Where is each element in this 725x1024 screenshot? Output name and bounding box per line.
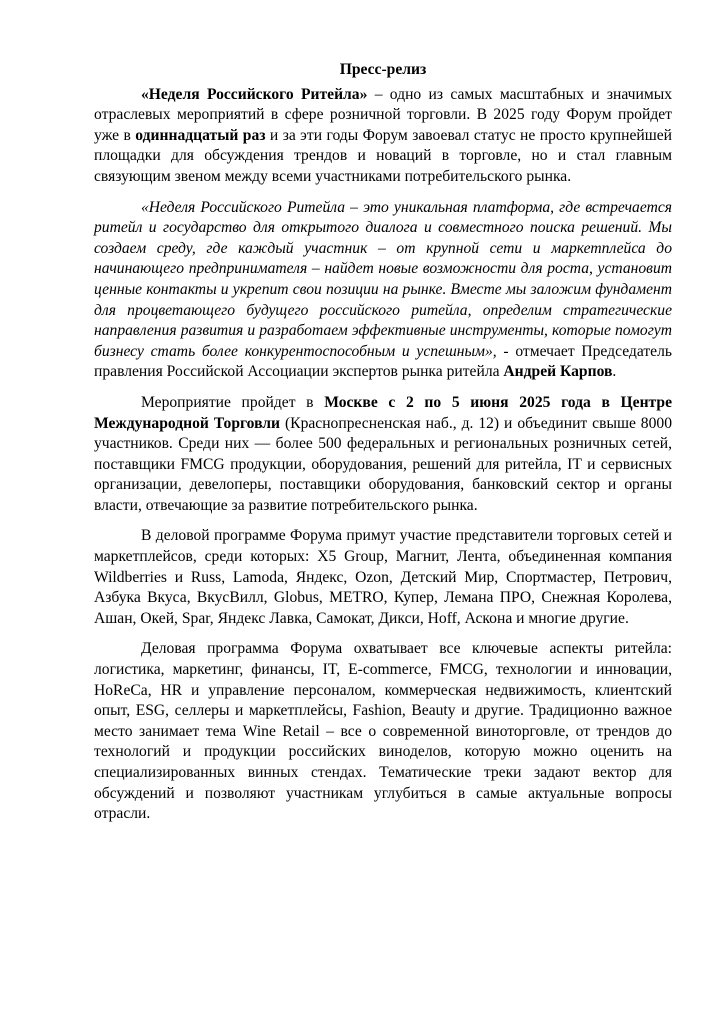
speaker-name: Андрей Карпов bbox=[503, 363, 613, 381]
document-title: Пресс-релиз bbox=[339, 61, 427, 78]
edition-count: одиннадцатый раз bbox=[135, 126, 266, 144]
paragraph-program: Деловая программа Форума охватывает все ключевые аспекты ритейла: логистика, маркетинг, финансы, IT, E-commerce, FMCG, технологии и инновации, HoReCa, HR и управление персоналом, коммерческая недвижимость, клиентский опыт, ESG, селлеры и маркетплейсы, Fashion, Beauty и другие. Традиционно важное место занимает тема Wine Retail – все о современной виноторговле, от трендов до технологий и продукции российских виноделов, которую можно оценить на специализированных винных стендах. Тематические треки задают вектор для обсуждений и позволяют участникам углубиться в самые актуальные вопросы отрасли. bbox=[94, 640, 672, 823]
paragraph-event-details bbox=[94, 393, 672, 517]
paragraph-participants: В деловой программе Форума примут участие представители торговых сетей и маркетплейсов, среди которых: X5 Group, Магнит, Лента, объединенная компания Wildberries и Russ, Lamoda, Яндекс, Ozon, Детский Мир, Спортмастер, Петрович, Азбука Вкуса, ВкусВилл, Globus, METRO, Купер, Лемана ПРО, Снежная Королева, Ашан, Окей, Spar, Яндекс Лавка, Самокат, Дикси, Hoff, Аскона и многие другие. bbox=[94, 527, 672, 627]
forum-name: «Неделя Российского Ритейла» bbox=[141, 85, 368, 103]
paragraph-intro bbox=[94, 85, 672, 188]
paragraph-quote bbox=[94, 198, 672, 383]
quote-end: . bbox=[612, 363, 617, 381]
event-date-location: Москве с 2 по 5 июня 2025 года в Центре Международной Торговли bbox=[94, 393, 673, 432]
event-participants: (Краснопресненская наб., д. 12) и объединит свыше 8000 участников. Среди них — более 500 федеральных и региональных розничных сетей, поставщики FMCG продукции, оборудования, решений для ритейла, IT и сервисных организации, девелоперы, поставщики оборудования, банковский сектор и органы власти, отвечающие за развитие потребительского рынка. bbox=[94, 414, 672, 514]
document-body bbox=[94, 60, 672, 825]
intro-text-continued: и за эти годы Форум завоевал статус не просто крупнейшей площадки для обсуждения трендов и новаций в торговле, но и стал главным связующим звеном между всеми участниками потребительского рынка. bbox=[94, 126, 672, 185]
chairman-quote: «Неделя Российского Ритейла – это уникальная платформа, где встречается ритейл и государство для открытого диалога и совместного поиска решений. Мы создаем среду, где каждый участник – от крупной сети и маркетплейса до начинающего предпринимателя – найдет новые возможности для роста, установит ценные контакты и укрепит свои позиции на рынке. Вместе мы заложим фундамент для процветающего будущего российского ритейла, определим стратегические направления развития и разработаем эффективные инструменты, которые помогут бизнесу стать более конкурентоспособным и успешным», bbox=[94, 198, 672, 360]
intro-text: – одно из самых масштабных и значимых отраслевых мероприятий в сфере розничной торговли. В 2025 году Форум пройдет уже в bbox=[94, 85, 672, 144]
event-intro: Мероприятие пройдет в bbox=[141, 393, 325, 411]
quote-attribution: - отмечает Председатель правления Российской Ассоциации экспертов рынка ритейла bbox=[94, 342, 672, 381]
